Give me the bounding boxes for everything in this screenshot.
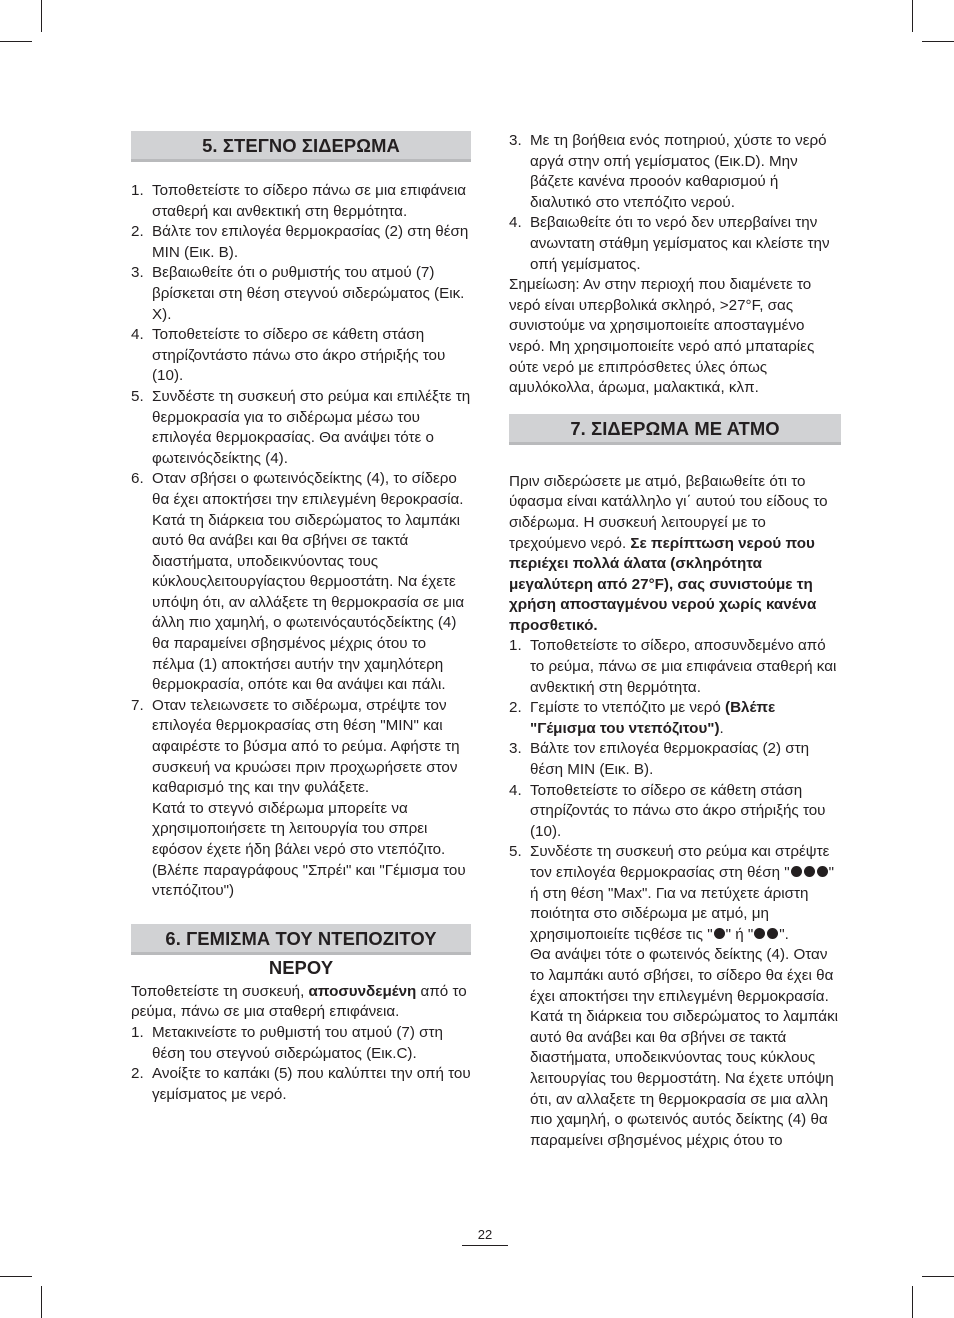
list-item: 4. Βεβαιωθείτε ότι το νερό δεν υπερβαίνει την ανωντατη στάθμη γεμίσματος και κλείστε την οπή γεμίσματος. — [509, 214, 830, 273]
list-item-note: Κατά το στεγνό σιδέρωμα μπορείτε να χρησιμοποιήσετε τη λειτουργία του σπρει εφόσον έχετε ήδη βάλει νερό στο ντεπόζιτο. (Βλέπε παραγράφους "Σπρέι" και "Γέμισμα του ντεπόζιτου") — [152, 799, 466, 900]
list-item: 7. Οταν τελειωνσετε το σιδέρωμα, στρέψτε τον επιλογέα θερμοκρασίας στη θέση "MIN" και αφαιρέστε το βύσμα από το ρεύμα. Αφήστε τη συσκευή να κρυώσει πριν προχωρήσετε στον καθαρισμό της και την φυλάξετε. Κατά το στεγνό σιδέρωμα μπορείτε να χρησιμοποιήσετε τη λειτουργία του σπρει εφόσον έχετε ήδη βάλει νερό στο ντεπόζιτο. (Βλέπε παραγράφους "Σπρέι" και "Γέμισμα του ντεπόζιτου") — [131, 696, 471, 902]
one-dot-icon — [713, 926, 726, 943]
list-item: 2. Γεμίστε το ντεπόζιτο με νερό (Βλέπε "Γέμισμα του ντεπόζιτου"). — [509, 699, 776, 737]
filling-steps-continued — [509, 131, 841, 275]
three-dot-icon — [790, 864, 829, 881]
list-item: 4. Τοποθετείστε το σίδερο σε κάθετη στάση στηρίζοντάς το πάνω στο άκρο στήριξής του (10). — [509, 781, 826, 840]
list-item: 5. Συνδέστε τη συσκευή στο ρεύμα και στρέψτε τον επιλογέα θερμοκρασίας στη θέση " " ή στη θέση "Max". Για να πετύχετε άριστη ποιότητα στο σιδέρωμα με ατμό, μη χρησιμοποιείτε τιςθέσε τις " " ή " ". Θα ανάψει τότε ο φωτεινός δείκτης (4). Οταν το λαμπάκι αυτό σβήσει, το σίδερο θα έχει θα έχει αποκτήσει την επιλεγμένη θερμοκρασία. Κατά τη διάρκεια του σιδερώματος το λαμπάκι αυτό θα ανάβει και θα σβήνει σε τακτά διαστήματα, υποδεικνύοντας τους κύκλους λειτουργίας του θερμοστάτη. Να έχετε υπόψη ότι, αν αλλαξετε τη θερμοκρασία σε μια αλλη πιο χαμηλή, ο φωτεινός αυτός δείκτης (4) θα παραμείνει σβησμένος μέχρις ότου το — [509, 842, 841, 1151]
right-column — [509, 131, 841, 1151]
filling-intro: Τοποθετείστε τη συσκευή, αποσυνδεμένη από το ρεύμα, πάνω σε μια σταθερή επιφάνεια. — [131, 982, 467, 1021]
water-note: Σημείωση: Αν στην περιοχή που διαμένετε το νερό είναι υπερβολικά σκληρό, >27°F, σας συνιστούμε να χρησιμοποιείτε αποσταγμένο νερό. Μη χρησιμοποιείτε νερό από μπαταρίες ούτε νερό με επιπρόσθετες ύλες όπως αμυλόκολλα, άρωμα, μαλακτικά, κλπ. — [509, 276, 815, 397]
crop-mark — [922, 1276, 954, 1277]
two-dot-icon — [753, 926, 779, 943]
dry-ironing-steps — [131, 181, 471, 902]
crop-mark — [41, 0, 42, 32]
page-number: 22 — [462, 1227, 508, 1246]
list-item: 1. Μετακινείστε το ρυθμιστή του ατμού (7) στη θέση του στεγνού σιδερώματος (Εικ.C). — [131, 1023, 443, 1062]
list-item: 3. Με τη βοήθεια ενός ποτηριού, χύστε το νερό αργά στην οπή γεμίσματος (Εικ.D). Μην βάζετε κανένα προοόν καθαρισμού ή διαλυτικό στο ντεπόζιτο νερού. — [509, 132, 827, 211]
steam-intro: Πριν σιδερώσετε με ατμό, βεβαιωθείτε ότι το ύφασμα είναι κατάλληλο γι΄ αυτού του είδους το σιδέρωμα. Η συσκευή λειτουργεί με το τρεχούμενο νερό. Σε περίπτωση νερού που περιέχει πολλά άλατα (σκληρότητα μεγαλύτερη από 27°F), σας συνιστούμε τη χρήση αποσταγμένου νερού χωρίς κανένα προσθετικό. — [509, 472, 828, 634]
steam-ironing-steps — [509, 636, 841, 1151]
list-item: 1. Τοποθετείστε το σίδερο, αποσυνδεμένο από το ρεύμα, πάνω σε μια επιφάνεια σταθερή και ανθεκτική στη θερμότητα. — [509, 637, 837, 696]
crop-mark — [912, 0, 913, 32]
list-item: 4. Τοποθετείστε το σίδερο σε κάθετη στάση στηρίζοντάστο πάνω στο άκρο στήριξής του (10). — [131, 326, 446, 385]
crop-mark — [912, 1286, 913, 1318]
list-item: 3. Βάλτε τον επιλογέα θερμοκρασίας (2) στη θέση MIN (Εικ. B). — [509, 740, 810, 779]
section-heading-steam-ironing: 7. ΣΙΔΕΡΩΜΑ ΜΕ ΑΤΜΟ — [509, 414, 841, 445]
list-item: 2. Ανοίξτε το καπάκι (5) που καλύπτει την οπή του γεμίσματος με νερό. — [131, 1065, 471, 1103]
list-item: 1. Τοποθετείστε το σίδερο πάνω σε μια επιφάνεια σταθερή και ανθεκτική στη θερμότητα. — [131, 182, 466, 220]
section-heading-filling-tank: 6. ΓΕΜΙΣΜΑ ΤΟΥ ΝΤΕΠΟΖΙΤΟΥ ΝΕΡΟΥ — [131, 924, 471, 955]
list-item: 3. Βεβαιωθείτε ότι ο ρυθμιστής του ατμού (7) βρίσκεται στη θέση στεγνού σιδερώματος (Εικ. X). — [131, 264, 465, 323]
crop-mark — [41, 1286, 42, 1318]
crop-mark — [922, 41, 954, 42]
filling-steps — [131, 1023, 471, 1105]
list-item-note: Θα ανάψει τότε ο φωτεινός δείκτης (4). Οταν το λαμπάκι αυτό σβήσει, το σίδερο θα έχει θα έχει αποκτήσει την επιλεγμένη θερμοκρασία. Κατά τη διάρκεια του σιδερώματος το λαμπάκι αυτό θα ανάβει και θα σβήνει σε τακτά διαστήματα, υποδεικνύοντας τους κύκλους λειτουργίας του θερμοστάτη. Να έχετε υπόψη ότι, αν αλλαξετε τη θερμοκρασία σε μια αλλη πιο χαμηλή, ο φωτεινός αυτός δείκτης (4) θα παραμείνει σβησμένος μέχρις ότου το — [530, 946, 839, 1149]
section-heading-dry-ironing: 5. ΣΤΕΓΝΟ ΣΙΔΕΡΩΜΑ — [131, 131, 471, 162]
list-item: 5. Συνδέστε τη συσκευή στο ρεύμα και επιλέξτε τη θερμοκρασία για το σιδέρωμα μέσω του επιλογέα θερμοκρασίας. Θα ανάψει τότε ο φωτεινόςδείκτης (4). — [131, 387, 471, 467]
list-item-note: Κατά τη διάρκεια του σιδερώματος το λαμπάκι αυτό θα ανάβει και θα σβήνει σε τακτά διαστήματα, υποδεικνύοντας τους κύκλουςλειτουργίαςτου θερμοστάτη. Να έχετε υπόψη ότι, αν αλλάξετε τη θερμοκρασία σε μια άλλη πιο χαμηλή, ο φωτεινόςαυτόςδείκτης (4) θα παραμείνει σβησμένος μέχρις ότου το πέλμα (1) αποκτήσει αυτήν την χαμηλότερη θερμοκρασία, οπότε και θα ανάψει και πάλι. — [152, 511, 465, 694]
list-item: 2. Βάλτε τον επιλογέα θερμοκρασίας (2) στη θέση MIN (Εικ. B). — [131, 223, 469, 261]
crop-mark — [0, 1276, 32, 1277]
left-column — [131, 131, 471, 1105]
list-item: 6. Οταν σβήσει ο φωτεινόςδείκτης (4), το σίδερο θα έχει αποκτήσει την επιλεγμένη θεροκρασία. Κατά τη διάρκεια του σιδερώματος το λαμπάκι αυτό θα ανάβει και θα σβήνει σε τακτά διαστήματα, υποδεικνύοντας τους κύκλουςλειτουργίαςτου θερμοστάτη. Να έχετε υπόψη ότι, αν αλλάξετε τη θερμοκρασία σε μια άλλη πιο χαμηλή, ο φωτεινόςαυτόςδείκτης (4) θα παραμείνει σβησμένος μέχρις ότου το πέλμα (1) αποκτήσει αυτήν την χαμηλότερη θερμοκρασία, οπότε και θα ανάψει και πάλι. — [131, 469, 471, 696]
crop-mark — [0, 41, 32, 42]
